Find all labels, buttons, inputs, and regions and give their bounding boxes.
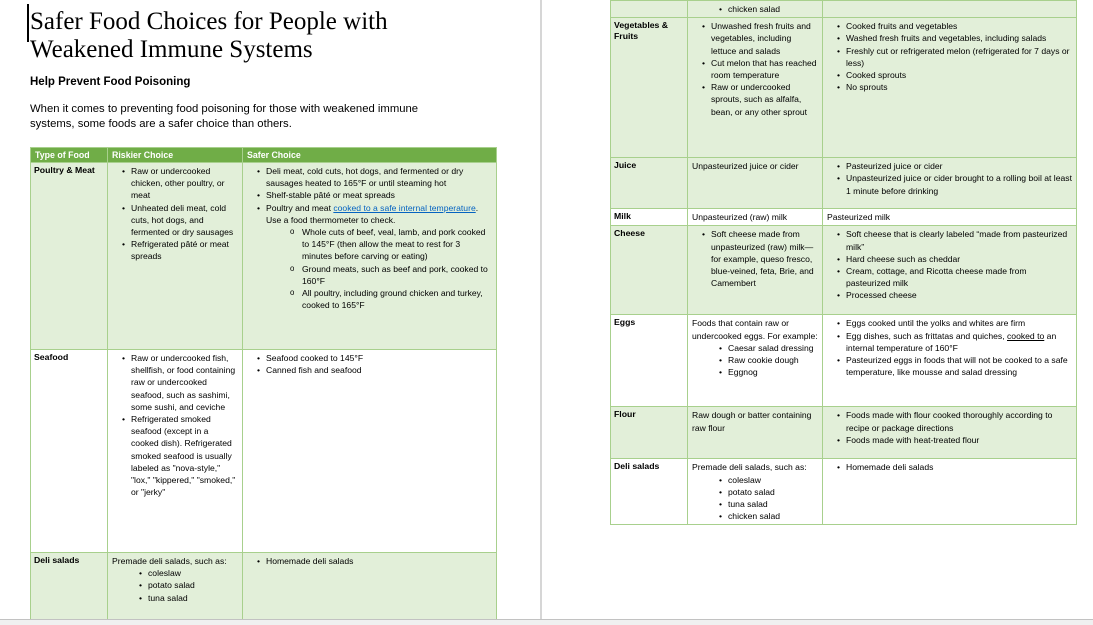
food-type-cell	[611, 1, 688, 18]
bullet-text	[846, 228, 1074, 252]
bullet-text	[728, 510, 820, 522]
bullet-text	[846, 69, 1074, 81]
hyperlink[interactable]: cooked to	[1007, 330, 1045, 341]
bullet-icon: •	[837, 161, 841, 172]
bullet-item	[823, 265, 1074, 289]
bullet-item	[108, 413, 240, 498]
bullet-item	[688, 510, 820, 522]
food-type-cell: Deli salads	[31, 553, 108, 621]
bullet-text	[266, 364, 494, 376]
table-body-page-2	[611, 1, 1077, 525]
bullet-item	[108, 579, 240, 591]
food-type-cell: Cheese	[611, 226, 688, 315]
bullet-item	[243, 202, 494, 226]
text-run: an internal temperature of 160°F	[846, 330, 1057, 353]
cell-text: Pasteurized milk	[827, 212, 891, 223]
bullet-item	[243, 287, 494, 311]
bullet-icon: •	[719, 355, 723, 366]
text-run: Eggnog	[728, 367, 758, 378]
bullet-item	[688, 57, 820, 81]
bullet-text	[148, 592, 240, 604]
text-run: Soft cheese that is clearly labeled “made from pasteurized milk”	[846, 229, 1068, 252]
riskier-choice-cell	[108, 553, 243, 621]
bullet-item	[688, 474, 820, 486]
page-bottom-edge	[0, 619, 1093, 625]
text-run: tuna salad	[148, 592, 188, 603]
riskier-choice-cell	[108, 163, 243, 350]
safer-choice-cell	[823, 315, 1077, 407]
bullet-item	[108, 592, 240, 604]
food-type-cell: Eggs	[611, 315, 688, 407]
bullet-icon: •	[719, 499, 723, 510]
bullet-text	[728, 354, 820, 366]
circle-bullet-icon: o	[290, 288, 295, 298]
bullet-icon: •	[837, 410, 841, 421]
bullet-item	[688, 486, 820, 498]
table-row-seafood	[31, 350, 497, 553]
text-run: Hard cheese such as cheddar	[846, 253, 961, 264]
bullet-text	[302, 287, 494, 311]
section-heading: Help Prevent Food Poisoning	[30, 76, 191, 88]
bullet-icon: •	[837, 266, 841, 277]
text-run: Cream, cottage, and Ricotta cheese made from pasteurized milk	[846, 266, 1027, 289]
text-run: Ground meats, such as beef and pork, cooked to 160°F	[302, 263, 488, 286]
riskier-choice-cell	[688, 407, 823, 459]
column-header-riskier-choice: Riskier Choice	[108, 148, 243, 163]
bullet-item	[823, 81, 1074, 93]
bullet-icon: •	[837, 253, 841, 264]
bullet-text	[728, 474, 820, 486]
text-run: Whole cuts of beef, veal, lamb, and pork cooked to 145°F (then allow the meat to rest for 3 minutes before carving or eating)	[302, 227, 486, 262]
cell-intro-text: Foods that contain raw or undercooked eggs. For example:	[692, 318, 818, 341]
bullet-item	[823, 289, 1074, 301]
bullet-item	[243, 555, 494, 567]
text-run: Foods made with heat-treated flour	[846, 434, 980, 445]
table-row-flour	[611, 407, 1077, 459]
safer-choice-cell	[823, 18, 1077, 158]
bullet-item	[108, 165, 240, 202]
text-run: . Use a food thermometer to check.	[266, 202, 479, 225]
bullet-icon: •	[719, 474, 723, 485]
cell-text: Raw dough or batter containing raw flour	[692, 410, 812, 433]
bullet-text	[846, 289, 1074, 301]
text-run: Canned fish and seafood	[266, 365, 362, 376]
bullet-text	[302, 263, 494, 287]
bullet-item	[823, 20, 1074, 32]
bullet-icon: •	[837, 82, 841, 93]
table-row-vegetables-fruits	[611, 18, 1077, 158]
text-run: Soft cheese made from unpasteurized (raw) milk—for example, queso fresco, blue-veined, feta, Brie, and Camembert	[711, 229, 814, 289]
text-run: Homemade deli salads	[846, 462, 934, 473]
bullet-text	[728, 498, 820, 510]
bullet-item	[688, 228, 820, 289]
bullet-icon: •	[257, 365, 261, 376]
table-row-poultry-meat	[31, 163, 497, 350]
bullet-icon: •	[122, 414, 126, 425]
bullet-text	[266, 202, 494, 226]
safer-choice-cell	[823, 1, 1077, 18]
bullet-text	[846, 32, 1074, 44]
bullet-item	[823, 160, 1074, 172]
bullet-item	[823, 228, 1074, 252]
safer-choice-cell	[823, 226, 1077, 315]
bullet-item	[823, 354, 1074, 378]
bullet-icon: •	[719, 342, 723, 353]
bullet-item	[823, 434, 1074, 446]
text-run: tuna salad	[728, 499, 768, 510]
page-2	[542, 0, 1093, 620]
bullet-text	[302, 226, 494, 263]
text-run: chicken salad	[728, 511, 781, 522]
bullet-item	[823, 69, 1074, 81]
bullet-text	[148, 567, 240, 579]
text-run: coleslaw	[728, 474, 761, 485]
text-run: Unheated deli meat, cold cuts, hot dogs, and fermented or dry sausages	[131, 202, 234, 238]
food-type-cell: Flour	[611, 407, 688, 459]
bullet-icon: •	[122, 239, 126, 250]
bullet-text	[266, 165, 494, 189]
table-row-deli-salads	[611, 459, 1077, 525]
bullet-icon: •	[257, 353, 261, 363]
table-row-juice	[611, 158, 1077, 209]
bullet-text	[846, 160, 1074, 172]
food-type-cell: Poultry & Meat	[31, 163, 108, 350]
bullet-icon: •	[719, 4, 723, 14]
bullet-icon: •	[257, 190, 261, 201]
bullet-text	[846, 253, 1074, 265]
bullet-text	[846, 461, 1074, 473]
bullet-text	[131, 413, 240, 498]
text-run: All poultry, including ground chicken and turkey, cooked to 165°F	[302, 288, 483, 311]
bullet-text	[711, 20, 820, 57]
text-run: Raw or undercooked chicken, other poultry, or meat	[131, 166, 225, 201]
text-run: Seafood cooked to 145°F	[266, 353, 364, 363]
bullet-text	[846, 317, 1074, 329]
bullet-item	[688, 20, 820, 57]
bullet-icon: •	[702, 57, 706, 68]
text-run: Refrigerated pâté or meat spreads	[131, 239, 229, 262]
text-run: Raw or undercooked fish, shellfish, or food containing raw or undercooked seafood, such as sashimi, some sushi, and ceviche	[131, 353, 236, 412]
bullet-icon: •	[837, 70, 841, 81]
bullet-item	[108, 238, 240, 262]
bullet-icon: •	[257, 556, 261, 566]
text-run: Eggs cooked until the yolks and whites are firm	[846, 318, 1026, 329]
bullet-icon: •	[837, 21, 841, 32]
text-run: Cooked fruits and vegetables	[846, 21, 958, 32]
hyperlink[interactable]: cooked to a safe internal temperature	[333, 202, 476, 213]
column-header-type-of-food: Type of Food	[31, 148, 108, 163]
riskier-choice-cell	[688, 315, 823, 407]
riskier-choice-cell	[688, 18, 823, 158]
bullet-text	[131, 202, 240, 239]
bullet-text	[131, 165, 240, 202]
bullet-text	[846, 265, 1074, 289]
text-run: Freshly cut or refrigerated melon (refrigerated for 7 days or less)	[846, 45, 1070, 68]
riskier-choice-cell	[108, 350, 243, 553]
riskier-choice-cell	[688, 1, 823, 18]
circle-bullet-icon: o	[290, 263, 295, 273]
bullet-text	[728, 342, 820, 354]
bullet-item	[243, 352, 494, 364]
bullet-item	[688, 3, 820, 15]
bullet-item	[108, 202, 240, 239]
text-run: Caesar salad dressing	[728, 342, 814, 353]
bullet-icon: •	[702, 21, 706, 32]
document-title: Safer Food Choices for People with Weakened Immune Systems	[30, 8, 388, 63]
bullet-item	[823, 253, 1074, 265]
table-row-continuation	[611, 1, 1077, 18]
bullet-item	[688, 354, 820, 366]
bullet-text	[846, 409, 1074, 433]
text-run: Cooked sprouts	[846, 70, 907, 81]
bullet-icon: •	[702, 82, 706, 93]
bullet-icon: •	[837, 330, 841, 341]
bullet-icon: •	[837, 434, 841, 445]
bullet-text	[846, 354, 1074, 378]
bullet-icon: •	[139, 568, 143, 579]
safer-choice-cell	[823, 459, 1077, 525]
text-run: potato salad	[148, 580, 195, 591]
table-header-row	[31, 148, 497, 163]
bullet-text	[131, 238, 240, 262]
bullet-icon: •	[719, 511, 723, 522]
text-run: Raw or undercooked sprouts, such as alfalfa, bean, or any other sprout	[711, 82, 808, 117]
bullet-item	[243, 364, 494, 376]
text-run: Deli meat, cold cuts, hot dogs, and fermented or dry sausages heated to 165°F or until steaming hot	[266, 166, 464, 189]
bullet-text	[846, 434, 1074, 446]
safer-choice-cell	[243, 350, 497, 553]
riskier-choice-cell	[688, 459, 823, 525]
text-run: Pasteurized juice or cider	[846, 161, 943, 172]
intro-paragraph: When it comes to preventing food poisoning for those with weakened immune systems, some foods are a safer choice than others.	[30, 103, 419, 130]
bullet-icon: •	[837, 462, 841, 473]
bullet-text	[266, 555, 494, 567]
table-row-deli-salads	[31, 553, 497, 621]
text-run: Raw cookie dough	[728, 355, 799, 366]
bullet-text	[728, 3, 820, 15]
bullet-item	[823, 330, 1074, 354]
text-run: Shelf-stable pâté or meat spreads	[266, 190, 395, 201]
bullet-item	[823, 32, 1074, 44]
food-type-cell: Seafood	[31, 350, 108, 553]
column-header-safer-choice: Safer Choice	[243, 148, 497, 163]
text-run: No sprouts	[846, 82, 888, 93]
food-safety-table-page-2	[610, 0, 1077, 525]
bullet-icon: •	[139, 592, 143, 603]
text-run: potato salad	[728, 486, 775, 497]
text-run: coleslaw	[148, 568, 181, 579]
table-body-page-1	[31, 163, 497, 621]
food-type-cell: Juice	[611, 158, 688, 209]
table-row-eggs	[611, 315, 1077, 407]
text-run: Unwashed fresh fruits and vegetables, including lettuce and salads	[711, 21, 811, 56]
text-run: Washed fresh fruits and vegetables, including salads	[846, 33, 1047, 44]
bullet-text	[846, 45, 1074, 69]
bullet-text	[728, 366, 820, 378]
cell-intro-text: Premade deli salads, such as:	[112, 556, 227, 566]
bullet-item	[823, 409, 1074, 433]
food-type-cell: Milk	[611, 209, 688, 226]
riskier-choice-cell	[688, 226, 823, 315]
bullet-item	[823, 461, 1074, 473]
text-cursor	[27, 4, 29, 42]
safer-choice-cell	[823, 158, 1077, 209]
bullet-item	[108, 352, 240, 413]
bullet-icon: •	[837, 173, 841, 184]
food-type-cell: Deli salads	[611, 459, 688, 525]
bullet-icon: •	[837, 290, 841, 301]
text-run: Unpasteurized juice or cider brought to a rolling boil at least 1 minute before drinking	[846, 173, 1072, 196]
bullet-text	[711, 57, 820, 81]
bullet-icon: •	[719, 486, 723, 497]
bullet-item	[243, 263, 494, 287]
safer-choice-cell	[823, 407, 1077, 459]
text-run: Refrigerated smoked seafood (except in a cooked dish). Refrigerated smoked seafood is usually labeled as "nova-style," "lox," "kippered," "smoked," or "jerky"	[131, 414, 236, 498]
bullet-item	[688, 498, 820, 510]
bullet-item	[823, 45, 1074, 69]
bullet-text	[266, 189, 494, 201]
bullet-icon: •	[837, 33, 841, 44]
safer-choice-cell	[823, 209, 1077, 226]
riskier-choice-cell	[688, 209, 823, 226]
text-run: Egg dishes, such as frittatas and quiches,	[846, 330, 1007, 341]
bullet-item	[243, 226, 494, 263]
text-run: Processed cheese	[846, 290, 917, 301]
bullet-item	[688, 366, 820, 378]
bullet-text	[131, 352, 240, 413]
bullet-icon: •	[122, 353, 126, 363]
text-run: Foods made with flour cooked thoroughly according to recipe or package directions	[846, 410, 1053, 433]
bullet-icon: •	[702, 229, 706, 240]
table-row-cheese	[611, 226, 1077, 315]
bullet-icon: •	[257, 166, 261, 176]
bullet-text	[846, 172, 1074, 196]
bullet-icon: •	[122, 166, 126, 176]
table-row-milk	[611, 209, 1077, 226]
bullet-item	[108, 567, 240, 579]
cell-text: Unpasteurized (raw) milk	[692, 212, 788, 223]
bullet-item	[243, 189, 494, 201]
bullet-text	[711, 81, 820, 118]
text-run: Pasteurized eggs in foods that will not be cooked to a safe temperature, like mousse and salad dressing	[846, 355, 1068, 378]
bullet-icon: •	[139, 580, 143, 591]
bullet-text	[846, 81, 1074, 93]
bullet-item	[688, 81, 820, 118]
bullet-item	[823, 172, 1074, 196]
text-run: Homemade deli salads	[266, 556, 354, 566]
cell-intro-text: Premade deli salads, such as:	[692, 462, 807, 473]
food-type-cell: Vegetables & Fruits	[611, 18, 688, 158]
bullet-text	[148, 579, 240, 591]
bullet-text	[266, 352, 494, 364]
bullet-item	[823, 317, 1074, 329]
text-run: Cut melon that has reached room temperature	[711, 57, 817, 81]
bullet-icon: •	[719, 367, 723, 378]
text-run: chicken salad	[728, 4, 781, 14]
bullet-item	[688, 342, 820, 354]
bullet-icon: •	[837, 318, 841, 329]
bullet-text	[711, 228, 820, 289]
circle-bullet-icon: o	[290, 227, 295, 237]
page-1	[0, 0, 540, 620]
food-safety-table-page-1	[30, 147, 497, 620]
bullet-icon: •	[837, 355, 841, 366]
safer-choice-cell	[243, 553, 497, 621]
bullet-icon: •	[257, 202, 261, 213]
cell-text: Unpasteurized juice or cider	[692, 161, 799, 172]
bullet-text	[846, 20, 1074, 32]
bullet-icon: •	[837, 45, 841, 56]
riskier-choice-cell	[688, 158, 823, 209]
text-run: Poultry and meat	[266, 202, 334, 213]
bullet-text	[728, 486, 820, 498]
safer-choice-cell	[243, 163, 497, 350]
bullet-icon: •	[122, 202, 126, 213]
bullet-text	[846, 330, 1074, 354]
bullet-item	[243, 165, 494, 189]
bullet-icon: •	[837, 229, 841, 240]
